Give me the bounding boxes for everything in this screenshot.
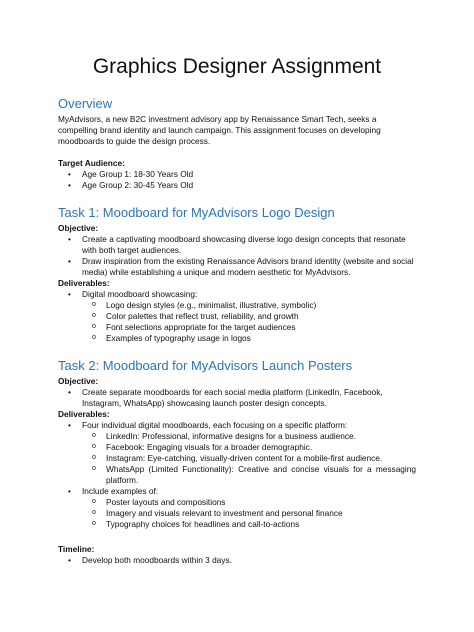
task2-examples-header-list xyxy=(58,486,416,497)
list-item: • Include examples of: xyxy=(58,486,416,497)
task1-items-list xyxy=(58,300,416,344)
overview-heading: Overview xyxy=(58,96,113,111)
list-item: o LinkedIn: Professional, informative designs for a business audience. xyxy=(58,431,416,442)
list-item: o Font selections appropriate for the target audiences xyxy=(58,322,416,333)
list-item: o Examples of typography usage in logos xyxy=(58,333,416,344)
timeline-section xyxy=(58,544,416,566)
list-item: o Color palettes that reflect trust, reliability, and growth xyxy=(58,311,416,322)
list-item xyxy=(58,289,416,300)
task1-objective-label: Objective: xyxy=(58,223,99,233)
list-item: • Age Group 1: 18-30 Years Old xyxy=(58,169,416,180)
task2-platforms-list xyxy=(58,431,416,486)
target-audience-label: Target Audience: xyxy=(58,158,125,168)
task1-deliverables-label: Deliverables: xyxy=(58,278,110,288)
list-item: • Create separate moodboards for each social media platform (LinkedIn, Facebook, Instagram, WhatsApp) showcasing launch poster design concepts. xyxy=(58,387,416,409)
task1-heading: Task 1: Moodboard for MyAdvisors Logo Design xyxy=(58,205,335,220)
list-item: • Draw inspiration from the existing Renaissance Advisors brand identity (website and social media) while establishing a unique and modern aesthetic for MyAdvisors. xyxy=(58,256,416,278)
task2-objective-label: Objective: xyxy=(58,376,99,386)
list-item: • Age Group 2: 30-45 Years Old xyxy=(58,180,416,191)
overview-section xyxy=(58,96,416,191)
task1-deliverables-list xyxy=(58,289,416,300)
list-item: o Typography choices for headlines and call-to-actions xyxy=(58,519,416,530)
task1-section xyxy=(58,205,416,344)
task2-heading: Task 2: Moodboard for MyAdvisors Launch Posters xyxy=(58,358,353,373)
list-item: o Instagram: Eye-catching, visually-driven content for a mobile-first audience. xyxy=(58,453,416,464)
list-item: • Develop both moodboards within 3 days. xyxy=(58,555,416,566)
task2-examples-list xyxy=(58,497,416,530)
task2-deliverables-label: Deliverables: xyxy=(58,409,110,419)
timeline-label: Timeline: xyxy=(58,544,95,554)
timeline-list xyxy=(58,555,416,566)
task2-deliverables-list xyxy=(58,420,416,431)
task1-objectives-list xyxy=(58,234,416,278)
task2-section xyxy=(58,358,416,530)
deliverable-text: Digital moodboard showcasing: xyxy=(82,289,198,299)
list-item: • Create a captivating moodboard showcasing diverse logo design concepts that resonate with both target audiences. xyxy=(58,234,416,256)
document-title: Graphics Designer Assignment xyxy=(92,55,382,78)
audience-list xyxy=(58,169,416,191)
list-item: o Poster layouts and compositions xyxy=(58,497,416,508)
list-item: o Logo design styles (e.g., minimalist, illustrative, symbolic) xyxy=(58,300,416,311)
list-item: o Imagery and visuals relevant to investment and personal finance xyxy=(58,508,416,519)
list-item: o WhatsApp (Limited Functionality): Creative and concise visuals for a messaging platform. xyxy=(58,464,416,486)
overview-text: MyAdvisors, a new B2C investment advisory app by Renaissance Smart Tech, seeks a compelling brand identity and launch campaign. This assignment focuses on developing moodboards to guide the design process. xyxy=(58,114,381,146)
list-item: o Facebook: Engaging visuals for a broader demographic. xyxy=(58,442,416,453)
list-item: • Four individual digital moodboards, each focusing on a specific platform: xyxy=(58,420,416,431)
task2-objectives-list xyxy=(58,387,416,409)
